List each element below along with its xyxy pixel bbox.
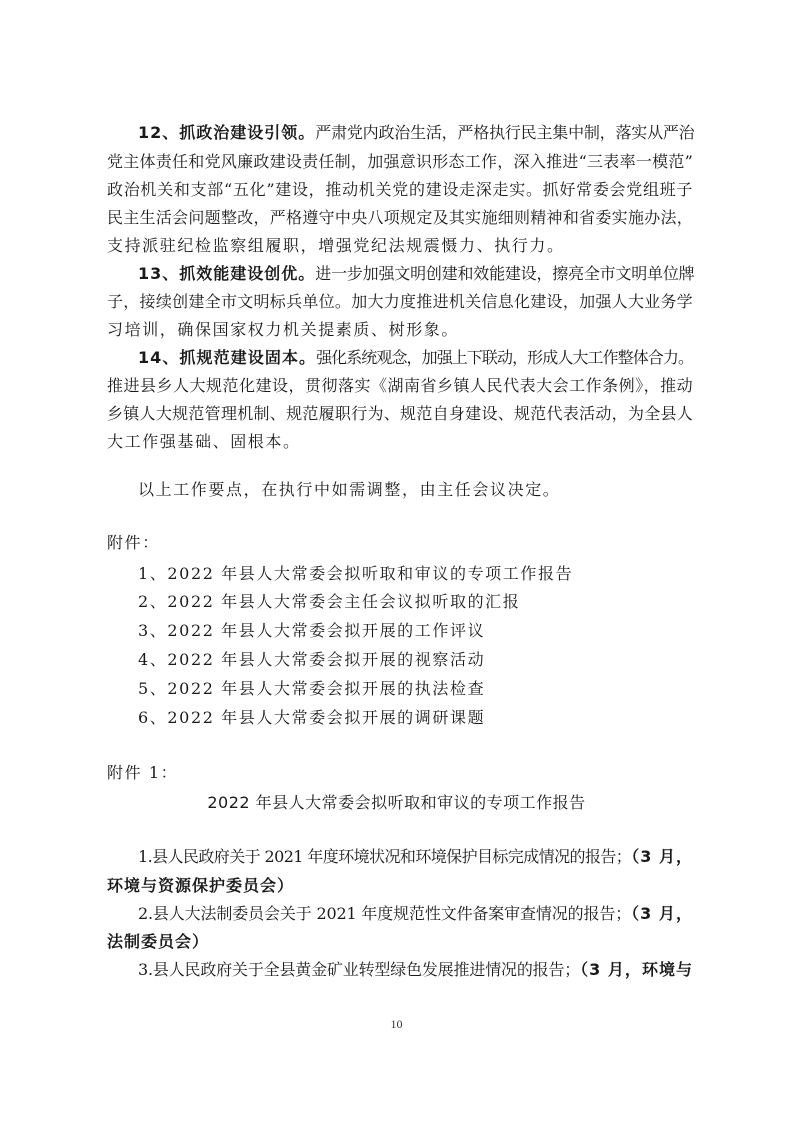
section-13-line-1: 13、抓效能建设创优。进一步加强文明创建和效能建设，擦亮全市文明单位牌 [138,264,695,283]
attachment-item: 2、2022 年县人大常委会主任会议拟听取的汇报 [138,592,521,611]
section-13-line-2: 子，接续创建全市文明标兵单位。加大力度推进机关信息化建设，加强人大业务学 [107,292,693,311]
attachments-label: 附件： [107,533,160,552]
section-12-line-2: 党主体责任和党风廉政建设责任制，加强意识形态工作，深入推进“三表率一模范” [107,152,693,171]
attachment-1-title: 2022 年县人大常委会拟听取和审议的专项工作报告 [207,793,586,812]
attachment-item: 5、2022 年县人大常委会拟开展的执法检查 [138,679,486,698]
attachment-item: 4、2022 年县人大常委会拟开展的视察活动 [138,650,486,669]
report-item-2-line-2: 法制委员会） [107,932,210,951]
report-item-2-line-1: 2.县人大法制委员会关于 2021 年度规范性文件备案审查情况的报告；（3 月， [138,904,693,923]
section-14-line-4: 大工作强基础、固根本。 [107,432,301,451]
section-14-line-1: 14、抓规范建设固本。强化系统观念，加强上下联动，形成人大工作整体合力。 [138,348,693,367]
attachment-item: 3、2022 年县人大常委会拟开展的工作评议 [138,621,486,640]
section-12-line-5: 支持派驻纪检监察组履职，增强党纪法规震慑力、执行力。 [107,236,565,255]
section-14-line-3: 乡镇人大规范管理机制、规范履职行为、规范自身建设、规范代表活动，为全县人 [107,404,693,423]
closing-statement: 以上工作要点，在执行中如需调整，由主任会议决定。 [138,480,561,499]
report-item-1-line-2: 环境与资源保护委员会） [107,876,295,895]
report-item-3-line-1: 3.县人民政府关于全县黄金矿业转型绿色发展推进情况的报告；（3 月，环境与 [138,960,693,979]
section-14-heading: 14、抓规范建设固本。 [138,348,317,367]
section-13-heading: 13、抓效能建设创优。 [138,264,316,283]
report-item-1-line-1: 1.县人民政府关于 2021 年度环境状况和环境保护目标完成情况的报告；（3 月， [138,847,693,866]
section-12-line-4: 民主生活会问题整改，严格遵守中央八项规定及其实施细则精神和省委实施办法， [107,208,693,227]
page-number: 10 [390,1017,403,1031]
attachment-item: 1、2022 年县人大常委会拟听取和审议的专项工作报告 [138,564,574,583]
section-14-line-2: 推进县乡人大规范化建设，贯彻落实《湖南省乡镇人民代表大会工作条例》，推动 [107,376,693,395]
section-12-line-1: 12、抓政治建设引领。严肃党内政治生活，严格执行民主集中制，落实从严治 [138,123,695,142]
attachment-item: 6、2022 年县人大常委会拟开展的调研课题 [138,708,486,727]
section-13-line-3: 习培训，确保国家权力机关提素质、树形象。 [107,320,460,339]
attachment-1-label: 附件 1： [107,763,179,782]
section-12-heading: 12、抓政治建设引领。 [138,123,316,142]
section-12-line-3: 政治机关和支部“五化”建设，推动机关党的建设走深走实。抓好常委会党组班子 [107,180,693,199]
